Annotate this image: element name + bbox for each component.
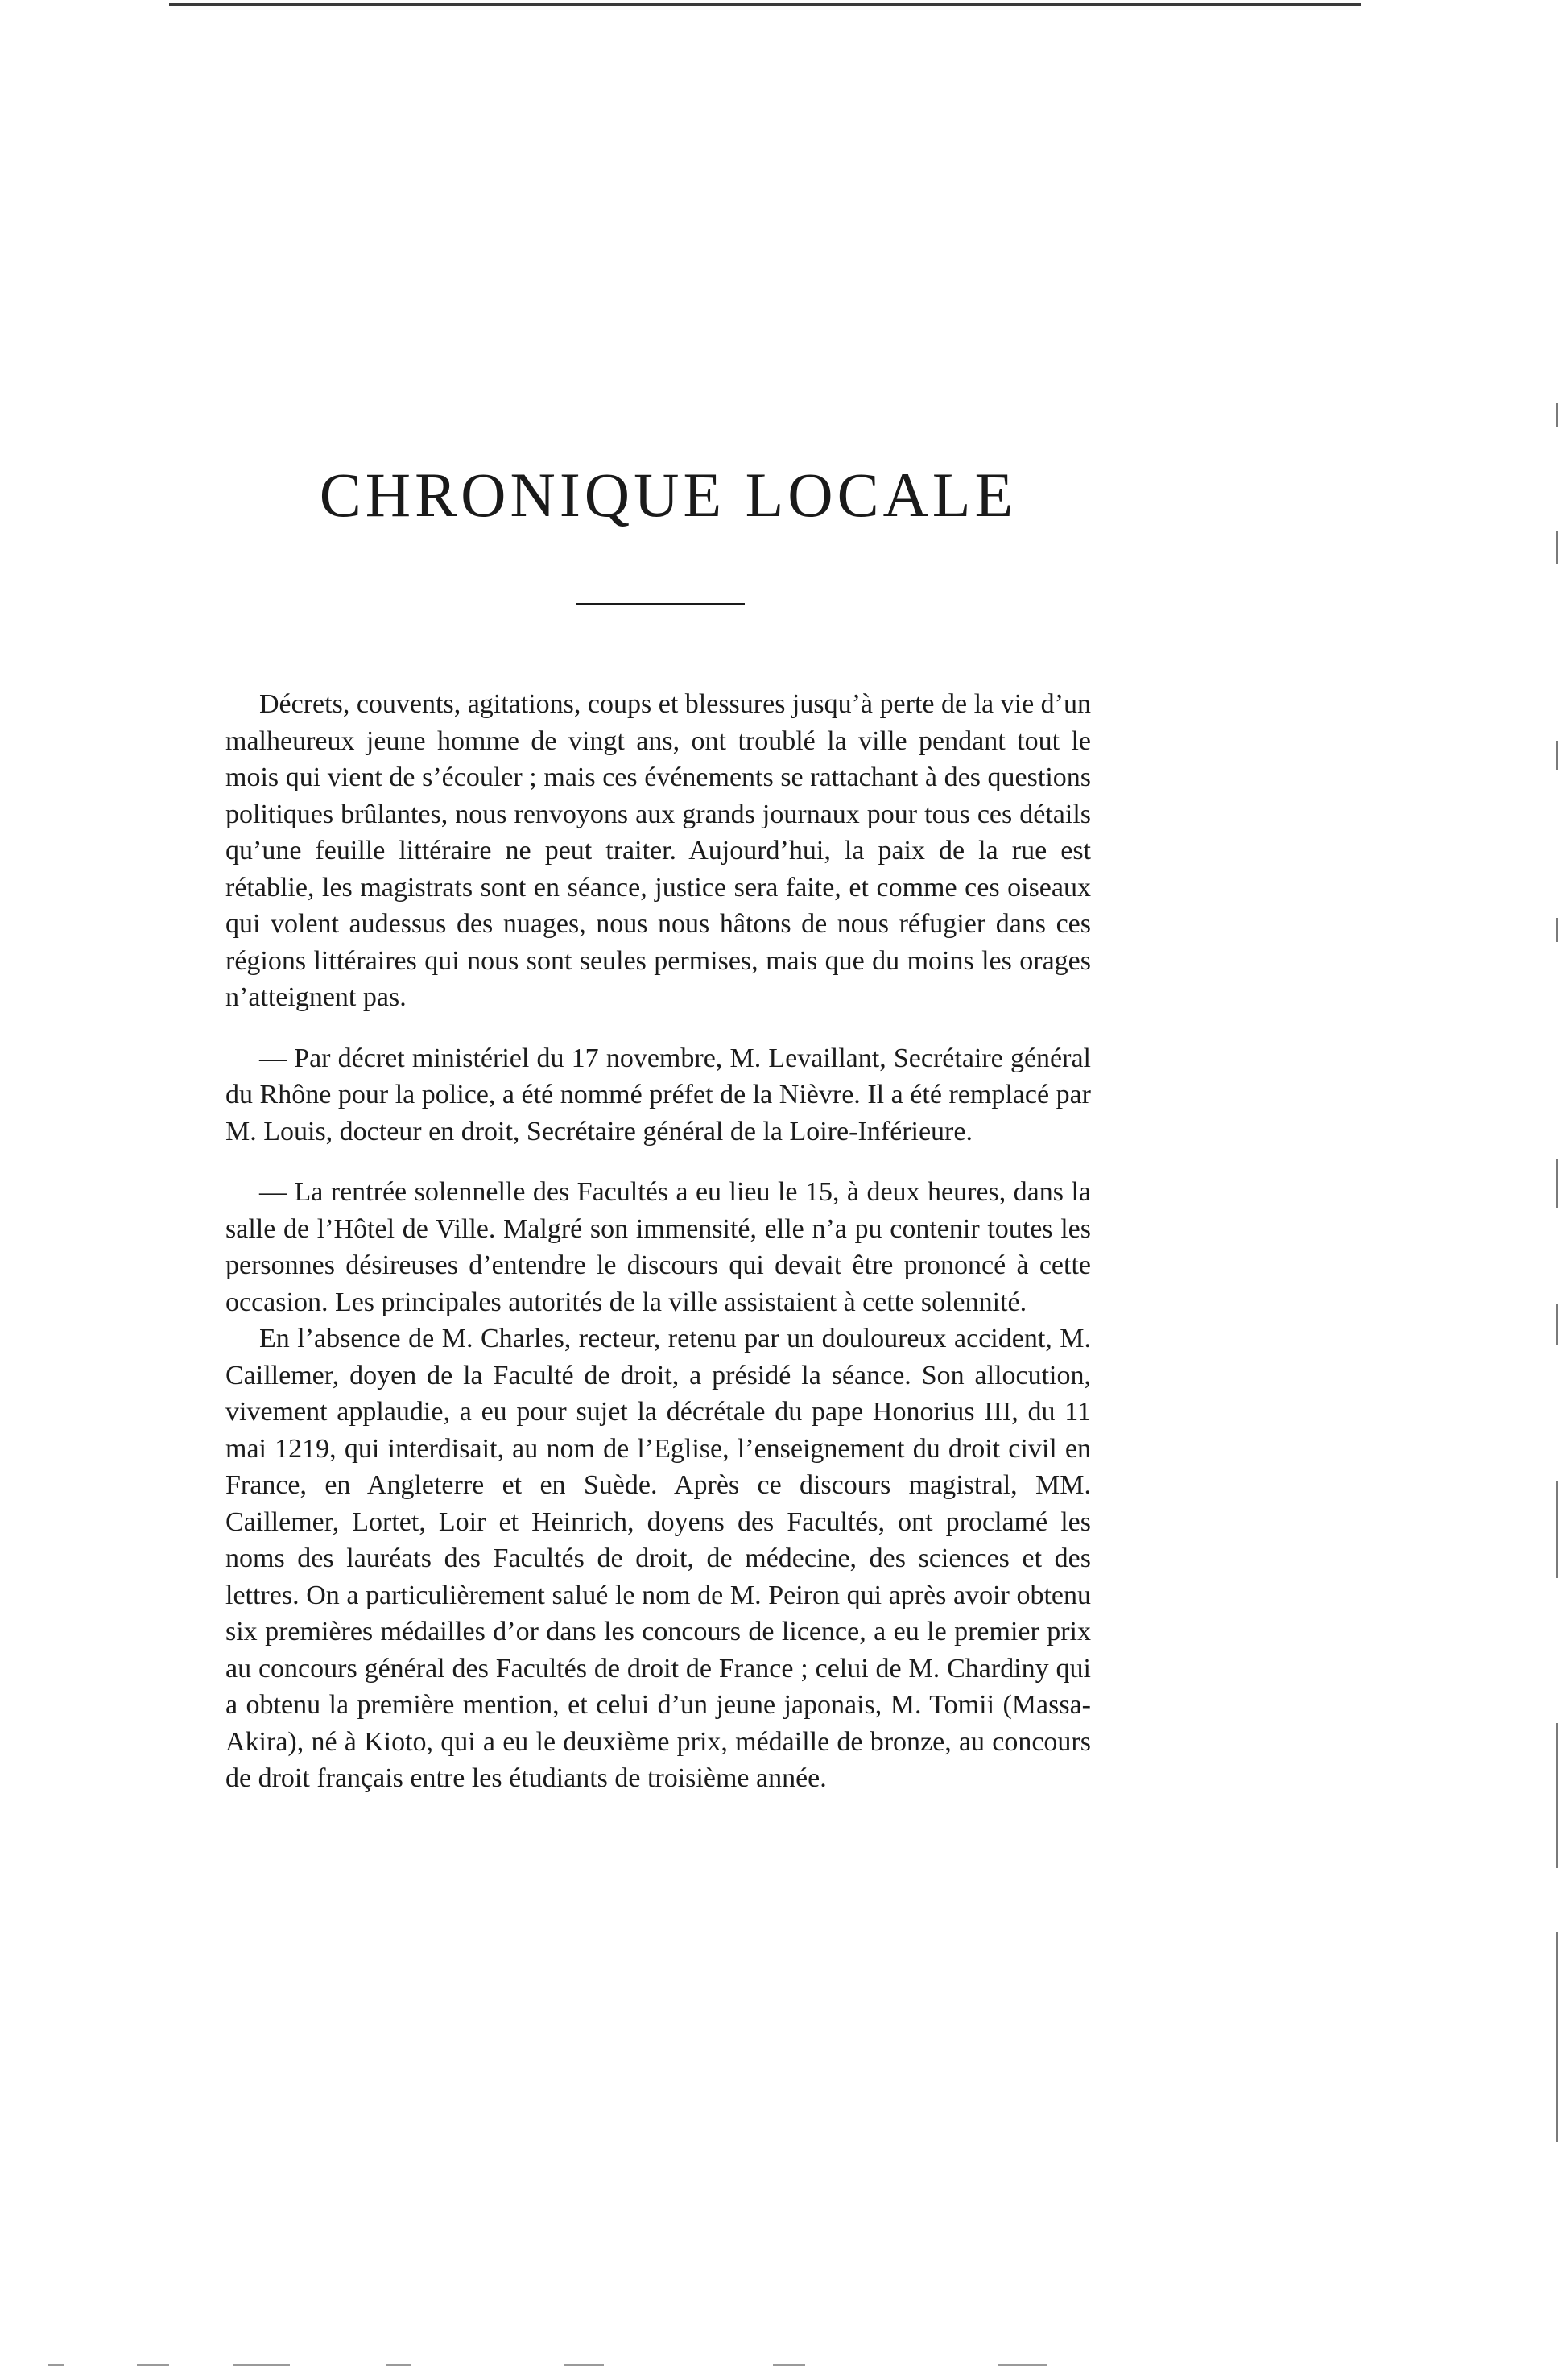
edge-tick	[1556, 918, 1558, 942]
edge-tick	[1556, 1723, 1558, 1868]
edge-tick	[1556, 1159, 1558, 1208]
page-title: CHRONIQUE LOCALE	[319, 460, 1018, 530]
scan-mark	[773, 2364, 805, 2366]
scan-mark	[386, 2364, 411, 2366]
scan-mark	[137, 2364, 169, 2366]
paragraph: — La rentrée solennelle des Facultés a eu lieu le 15, à deux heures, dans la salle de l’Hôtel de Ville. Malgré son immensité, elle n’a pu contenir toutes les personnes désireuses d’entendre le discours qui devait être prononcé à cette occasion. Les principales autorités de la ville assistaient à cette solennité.	[225, 1177, 1091, 1317]
article-body	[225, 686, 1091, 1797]
paragraph: — Par décret ministériel du 17 novembre, M. Levaillant, Secrétaire général du Rhône pour la police, a été nommé préfet de la Nièvre. Il a été remplacé par M. Louis, docteur en droit, Secrétaire général de la Loire-Inférieure.	[225, 1043, 1091, 1147]
scan-mark	[233, 2364, 290, 2366]
scan-mark	[564, 2364, 604, 2366]
title-rule	[576, 603, 745, 605]
scan-mark	[998, 2364, 1047, 2366]
top-rule	[169, 3, 1361, 6]
right-edge-marks	[1556, 354, 1561, 2206]
edge-tick	[1556, 741, 1558, 770]
scan-mark	[48, 2364, 64, 2366]
bottom-scan-marks	[48, 2364, 1256, 2369]
edge-tick	[1556, 1304, 1558, 1345]
edge-tick	[1556, 403, 1558, 427]
edge-tick	[1556, 1481, 1558, 1578]
edge-tick	[1556, 1932, 1558, 2142]
edge-tick	[1556, 531, 1558, 564]
paragraph: Décrets, couvents, agitations, coups et blessures jusqu’à perte de la vie d’un malheureux jeune homme de vingt ans, ont troublé la ville pendant tout le mois qui vient de s’écouler ; mais ces événements se rattachant à des questions politiques brûlantes, nous renvoyons aux grands journaux pour tous ces détails qu’une feuille littéraire ne peut traiter. Aujourd’hui, la paix de la rue est rétablie, les magistrats sont en séance, justice sera faite, et comme ces oiseaux qui volent audessus des nuages, nous nous hâtons de nous réfugier dans ces régions littéraires qui nous sont seules permises, mais que du moins les orages n’atteignent pas.	[225, 689, 1091, 1012]
paragraph: En l’absence de M. Charles, recteur, retenu par un douloureux accident, M. Caillemer, doyen de la Faculté de droit, a présidé la séance. Son allocution, vivement applaudie, a eu pour sujet la décrétale du pape Honorius III, du 11 mai 1219, qui interdisait, au nom de l’Eglise, l’enseignement du droit civil en France, en Angleterre et en Suède. Après ce discours magistral, MM. Caillemer, Lortet, Loir et Heinrich, doyens des Facultés, ont proclamé les noms des lauréats des Facultés de droit, de médecine, des sciences et des lettres. On a particulièrement salué le nom de M. Peiron qui après avoir obtenu six premières médailles d’or dans les concours de licence, a eu le premier prix au concours général des Facultés de droit de France ; celui de M. Chardiny qui a obtenu la première mention, et celui d’un jeune japonais, M. Tomii (Massa-Akira), né à Kioto, qui a eu le deuxième prix, médaille de bronze, au concours de droit français entre les étudiants de troisième année.	[225, 1324, 1091, 1793]
